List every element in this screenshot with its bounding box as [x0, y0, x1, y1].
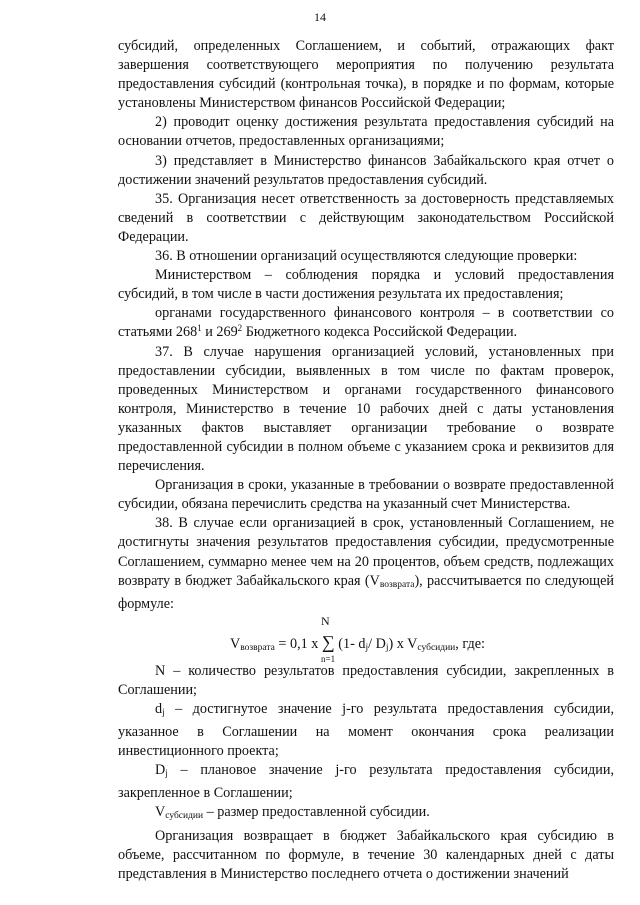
text: D	[155, 762, 166, 779]
formula-rhs-sub: субсидии	[417, 642, 456, 653]
page-number: 14	[314, 10, 326, 24]
paragraph-36: 36. В отношении организаций осуществляются следующие проверки:	[155, 248, 578, 265]
text: – плановое значение j-го результата предоставления субсидии, закрепленное в Соглашении;	[118, 762, 614, 802]
text: – размер предоставленной субсидии.	[203, 804, 430, 821]
formula	[118, 614, 614, 662]
superscript: 1	[197, 323, 202, 334]
sigma-symbol: ∑	[321, 631, 335, 652]
paragraph-37: 37. В случае нарушения организацией условий, установленных при предоставлении субсидии, выявленных в том числе по фактам проверок, проведенных Министерством и органами государственного финансового контроля, Министерство в течение 10 рабочих дней с даты установления указанных фактов выставляет организации требование о возврате предоставленной субсидии в полном объеме с указанием срока и реквизитов для перечисления.	[118, 343, 614, 475]
formula-sub-j: j	[385, 642, 389, 653]
formula-body-end: ) x V	[388, 635, 418, 652]
paragraph-def-dj	[118, 700, 614, 761]
paragraph-2: 2) проводит оценку достижения результата предоставления субсидий на основании отчетов, предоставленных организациями;	[118, 114, 614, 150]
subscript: субсидии	[165, 811, 204, 822]
text: V	[155, 804, 166, 821]
document-body	[118, 37, 614, 884]
paragraph-ministry-check: Министерством – соблюдения порядка и условий предоставления субсидий, в том числе в части достижения результата их предоставления;	[118, 267, 614, 303]
text: – достигнутое значение j-го результата предоставления субсидии, указанное в Соглашении на момент окончания срока реализации инвестиционного проекта;	[118, 701, 614, 760]
paragraph-3: 3) представляет в Министерство финансов Забайкальского края отчет о достижении значений результатов предоставления субсидий.	[118, 152, 614, 188]
text: 38. В случае если организацией в срок, установленный Соглашением, не достигнуты значения результатов предоставления субсидии, предусмотренные Соглашением, суммарно менее чем на 20 процентов, объем средств, подлежащих возврату в бюджет Забайкальского края (V	[118, 515, 614, 589]
text: органами государственного финансового контроля – в соответствии со статьями 268	[118, 305, 614, 341]
formula-sub-j: j	[365, 642, 369, 653]
paragraph-def-vsub	[118, 803, 614, 826]
subscript: j	[165, 769, 168, 780]
formula-body: (1- d	[334, 635, 366, 652]
text: ), рассчитывается по следующей формуле:	[118, 572, 614, 612]
subscript: возврата	[379, 579, 415, 590]
formula-expression	[230, 633, 485, 658]
text: и 269	[201, 324, 238, 341]
text: Бюджетного кодекса Российской Федерации.	[242, 324, 518, 341]
paragraph-return-subsidy: Организация возвращает в бюджет Забайкальского края субсидию в объеме, рассчитанном по формуле, в течение 30 календарных дней с даты представления в Министерство последнего отчета о достижении значений	[118, 827, 614, 882]
formula-eq: = 0,1 x	[274, 635, 322, 652]
paragraph-1: субсидий, определенных Соглашением, и событий, отражающих факт завершения соответствующего мероприятия по получению результата предоставления субсидий (контрольная точка), в порядке и по формам, которые установлены Министерством финансов Российской Федерации;	[118, 38, 614, 112]
formula-lhs-sub: возврата	[240, 642, 275, 653]
subscript: j	[162, 708, 165, 718]
paragraph-def-n: N – количество результатов предоставления субсидии, закрепленных в Соглашении;	[118, 662, 614, 698]
formula-lower-limit: n=1	[321, 653, 336, 664]
formula-tail: , где:	[455, 635, 485, 652]
paragraph-38	[118, 514, 614, 613]
paragraph-financial-control	[118, 304, 614, 342]
formula-lhs: V	[230, 635, 241, 652]
superscript: 2	[237, 323, 243, 334]
paragraph-def-Dj	[118, 761, 614, 803]
text: d	[155, 701, 163, 717]
paragraph-return-deadline: Организация в сроки, указанные в требовании о возврате предоставленной субсидии, обязана перечислить средства на указанный счет Министерства.	[118, 477, 614, 513]
formula-body-mid: / D	[368, 635, 386, 652]
formula-upper-limit: N	[321, 613, 330, 628]
paragraph-35: 35. Организация несет ответственность за достоверность представляемых сведений в соответствии с действующим законодательством Российской Федерации.	[118, 190, 614, 245]
